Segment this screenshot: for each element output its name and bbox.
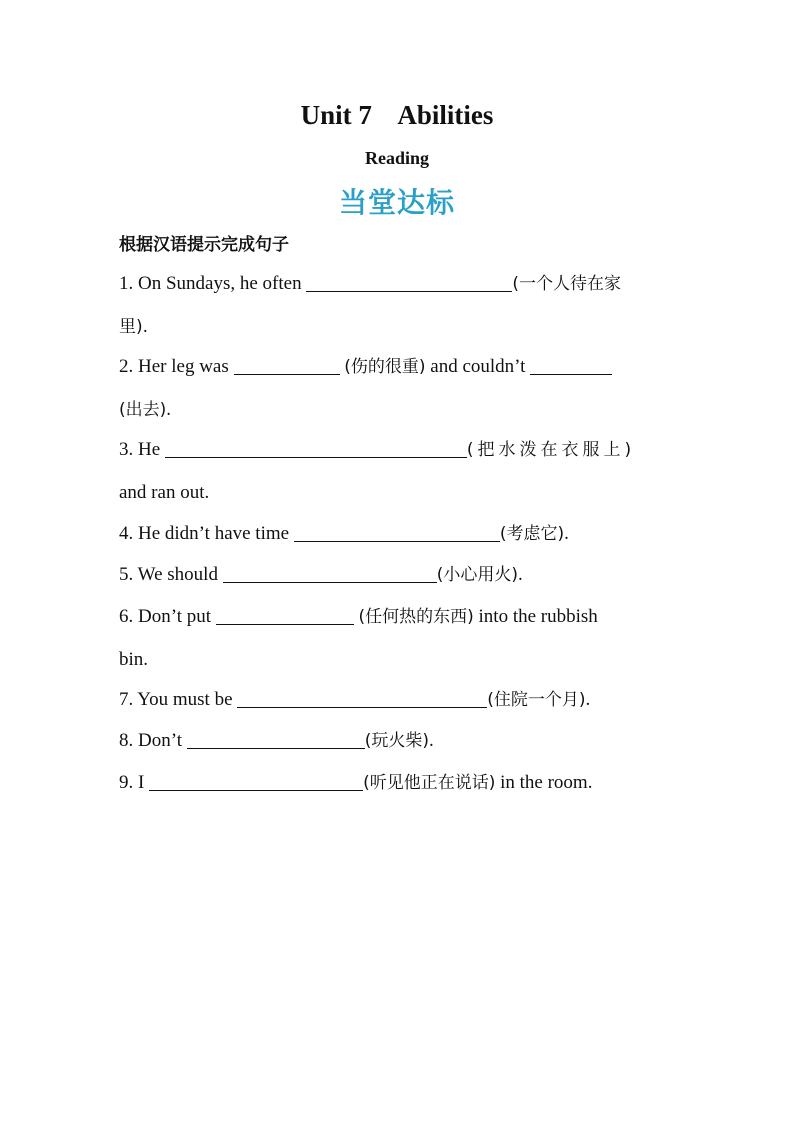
chinese-hint: (考虑它): [499, 524, 565, 544]
exercise-text: He: [138, 439, 161, 460]
chinese-hint: (玩火柴): [364, 731, 429, 751]
exercise-1: [119, 263, 675, 348]
answer-blank[interactable]: [306, 272, 512, 292]
exercise-5: [119, 554, 675, 597]
exercise-number: 3.: [119, 439, 134, 460]
exercise-text: He didn’t have time: [138, 523, 290, 544]
exercise-2: [119, 346, 675, 431]
exercise-number: 1.: [119, 273, 134, 294]
answer-blank[interactable]: [237, 688, 487, 708]
answer-blank[interactable]: [187, 729, 365, 749]
chinese-hint: (听见他正在说话): [363, 773, 496, 793]
exercise-text: You must be: [137, 689, 233, 710]
answer-blank[interactable]: [530, 355, 612, 375]
chinese-hint: (任何热的东西): [358, 607, 474, 627]
exercise-text: and couldn’t: [430, 356, 526, 377]
exercise-8: [119, 720, 675, 763]
exercise-number: 4.: [119, 523, 134, 544]
answer-blank[interactable]: [294, 522, 500, 542]
answer-blank[interactable]: [216, 605, 354, 625]
exercise-text: and ran out.: [119, 481, 210, 503]
exercise-number: 2.: [119, 356, 134, 377]
exercise-text: .: [585, 689, 591, 710]
exercise-text: into the rubbish: [478, 606, 598, 627]
exercise-text: Don’t: [138, 730, 182, 751]
chinese-hint: (住院一个月): [487, 690, 586, 710]
page-title: Unit 7 Abilities: [300, 100, 494, 130]
exercise-text: We should: [137, 564, 218, 585]
chinese-hint: (小心用火): [436, 565, 518, 585]
chinese-hint-continued: (出去): [119, 399, 167, 420]
exercise-text: On Sundays, he often: [138, 273, 302, 294]
exercise-9: [119, 762, 675, 805]
exercise-text: in the room.: [500, 772, 593, 793]
chinese-hint-continued: 里).: [119, 316, 149, 337]
page-subtitle: Reading: [364, 148, 429, 168]
exercise-text: I: [138, 772, 145, 793]
exercise-number: 7.: [119, 689, 134, 710]
exercise-text: Her leg was: [138, 356, 229, 377]
exercise-text: .: [166, 398, 172, 420]
exercise-text: Don’t put: [138, 606, 212, 627]
chinese-hint: (把水泼在衣服上): [466, 440, 636, 460]
instruction-text: 根据汉语提示完成句子: [119, 235, 289, 255]
exercise-number: 9.: [119, 772, 134, 793]
exercise-text: .: [429, 730, 434, 751]
exercise-3: [119, 429, 675, 513]
answer-blank[interactable]: [149, 771, 363, 791]
exercise-number: 8.: [119, 730, 134, 751]
section-heading: 当堂达标: [338, 186, 455, 219]
chinese-hint: (一个人待在家: [512, 274, 621, 294]
exercise-text: .: [517, 564, 523, 585]
answer-blank[interactable]: [165, 438, 467, 458]
exercise-number: 6.: [119, 606, 134, 627]
exercise-6: [119, 596, 675, 680]
exercise-number: 5.: [119, 564, 134, 585]
chinese-hint: (伤的很重): [344, 357, 426, 377]
exercise-text: .: [564, 523, 569, 544]
exercise-7: [119, 679, 675, 722]
exercise-text: bin.: [119, 648, 149, 670]
answer-blank[interactable]: [223, 563, 437, 583]
exercise-4: [119, 513, 675, 556]
answer-blank[interactable]: [234, 355, 340, 375]
